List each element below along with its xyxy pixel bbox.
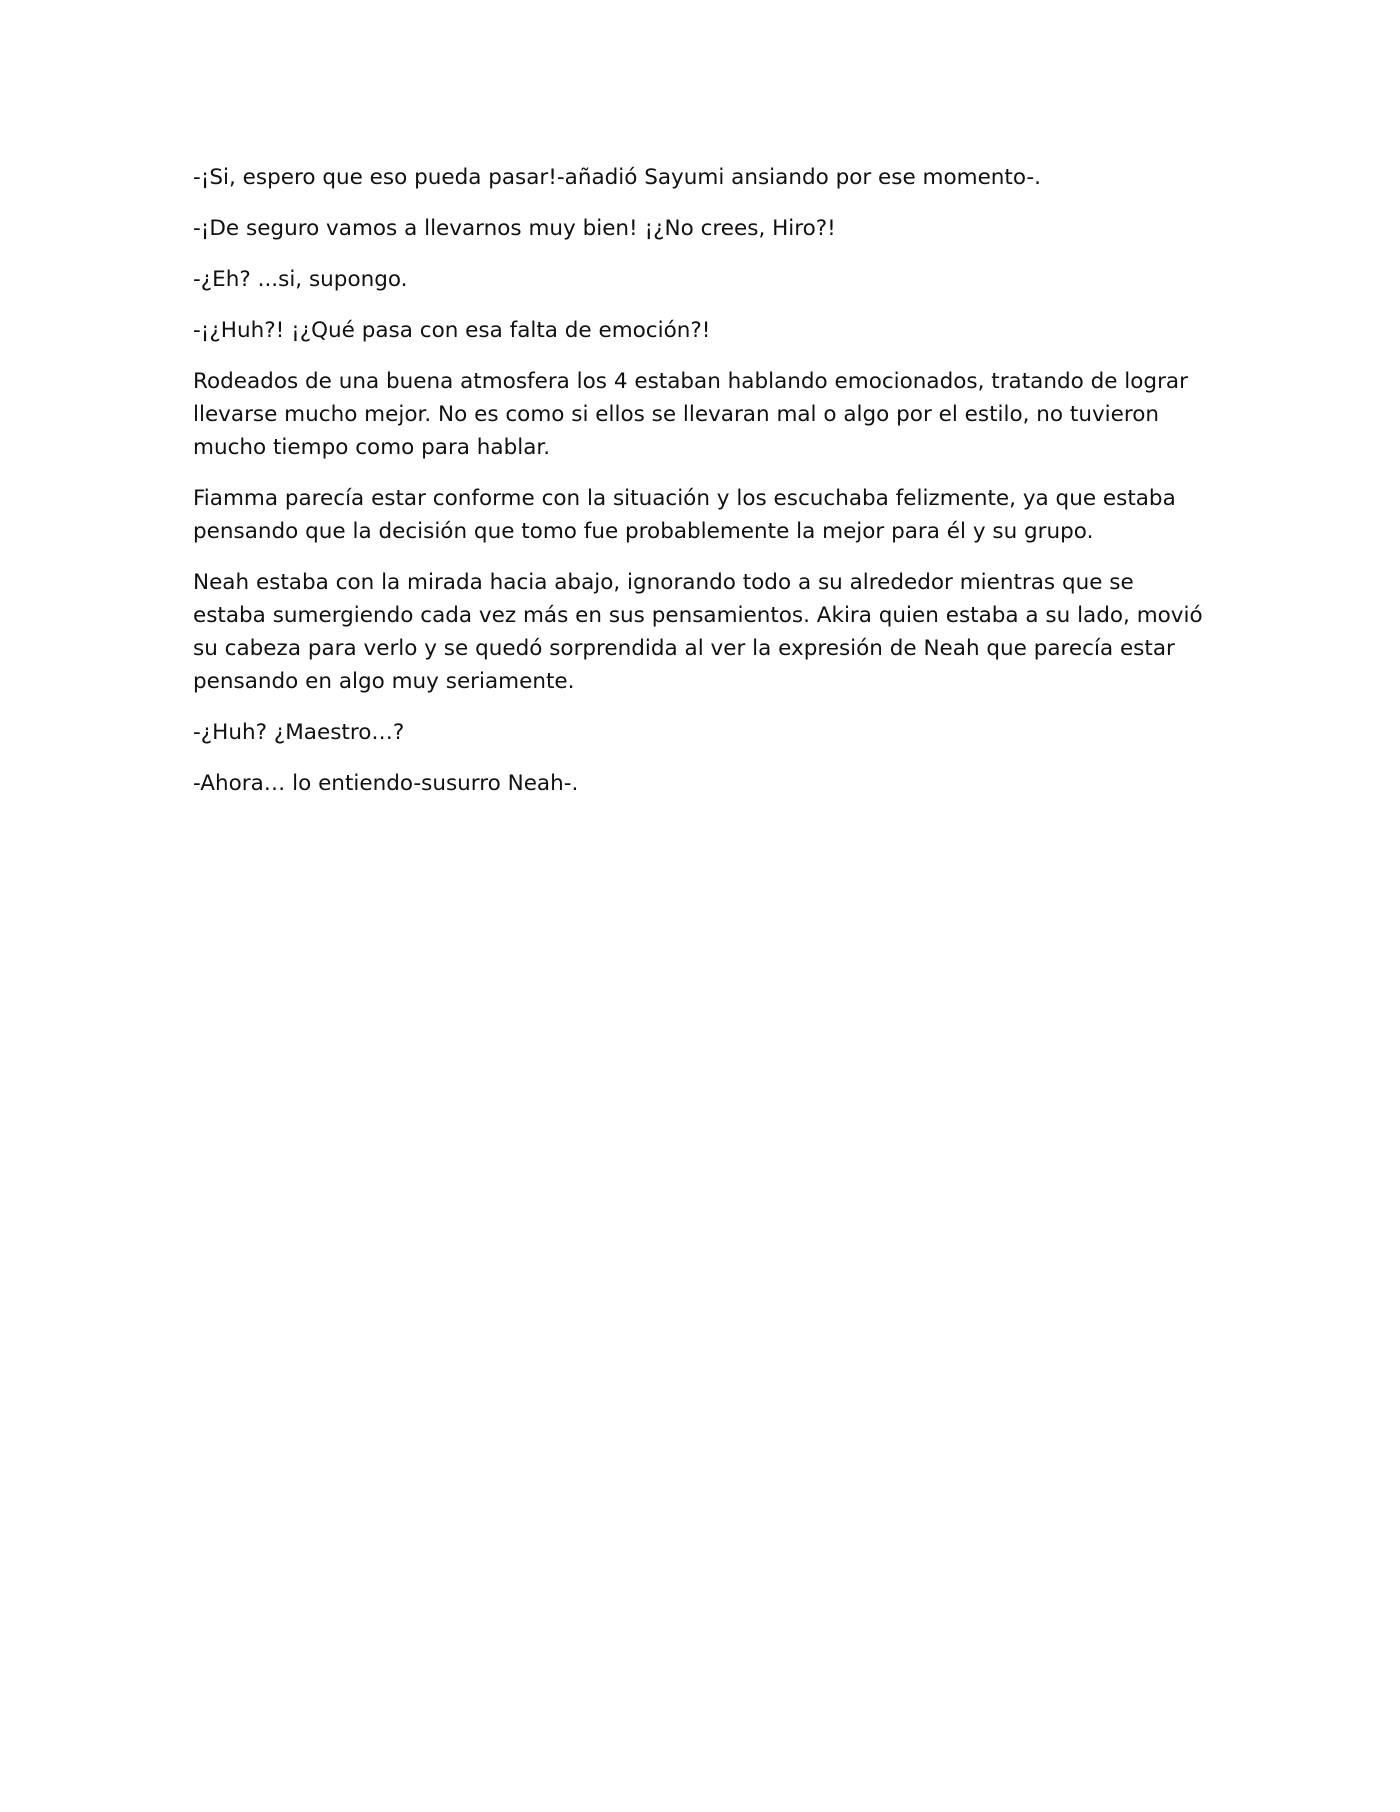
paragraph: -Ahora… lo entiendo-susurro Neah-. — [193, 771, 579, 796]
paragraph: -¡De seguro vamos a llevarnos muy bien! ¡¿No crees, Hiro?! — [193, 216, 836, 241]
paragraph: Neah estaba con la mirada hacia abajo, ignorando todo a su alrededor mientras que se estaba sumergiendo cada vez más en sus pensamientos. Akira quien estaba a su lado, movió su cabeza para verlo y se quedó sorprendida al ver la expresión de Neah que parecía estar pensando en algo muy seriamente. — [193, 570, 1203, 694]
paragraph: -¿Huh? ¿Maestro…? — [193, 720, 405, 745]
paragraph: Rodeados de una buena atmosfera los 4 estaban hablando emocionados, tratando de lograr llevarse mucho mejor. No es como si ellos se llevaran mal o algo por el estilo, no tuvieron mucho tiempo como para hablar. — [193, 369, 1188, 460]
document-body — [193, 161, 1213, 818]
paragraph: Fiamma parecía estar conforme con la situación y los escuchaba felizmente, ya que estaba pensando que la decisión que tomo fue probablemente la mejor para él y su grupo. — [193, 486, 1176, 544]
paragraph: -¡Si, espero que eso pueda pasar!-añadió Sayumi ansiando por ese momento-. — [193, 165, 1042, 190]
paragraph: -¿Eh? ...si, supongo. — [193, 267, 408, 292]
paragraph: -¡¿Huh?! ¡¿Qué pasa con esa falta de emoción?! — [193, 318, 711, 343]
